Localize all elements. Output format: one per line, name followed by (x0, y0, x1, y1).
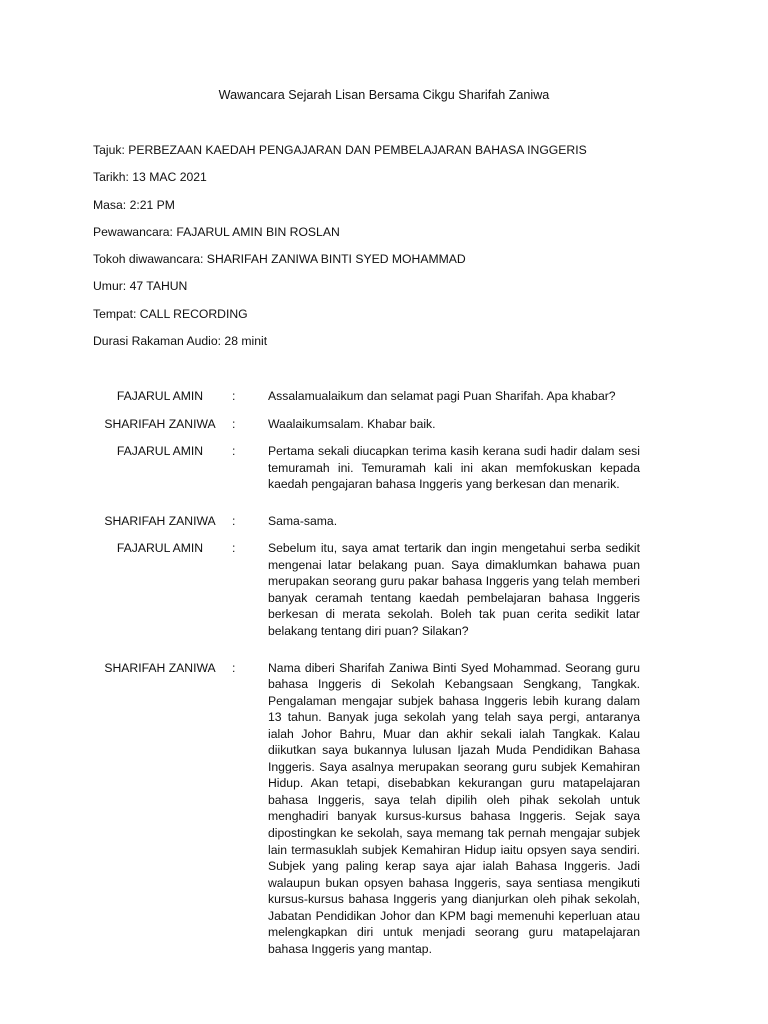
dialogue-text: Nama diberi Sharifah Zaniwa Binti Syed Mohammad. Seorang guru bahasa Inggeris di Sekolah Kebangsaan Sengkang, Tangkak. Pengalaman mengajar subjek bahasa Inggeris lebih kurang dalam 13 tahun. Banyak juga sekolah yang telah saya pergi, antaranya ialah Johor Bahru, Muar dan akhir sekali ialah Tangkak. Kalau diikutkan saya bukannya lulusan Ijazah Muda Pendidikan Bahasa Inggeris. Saya asalnya merupakan seorang guru subjek Kemahiran Hidup. Akan tetapi, disebabkan kekurangan guru matapelajaran bahasa Inggeris, saya telah dipilih oleh pihak sekolah untuk menghadiri banyak kursus-kursus bahasa Inggeris. Sejak saya dipostingkan ke sekolah, saya memang tak pernah mengajar subjek lain termasuklah subjek Kemahiran Hidup iaitu opsyen saya sendiri. Subjek yang paling kerap saya ajar ialah Bahasa Inggeris. Jadi walaupun bukan opsyen bahasa Inggeris, saya sentiasa mengikuti kursus-kursus bahasa Inggeris yang dianjurkan oleh pihak sekolah, Jabatan Pendidikan Johor dan KPM bagi memenuhi keperluan atau melengkapkan diri untuk menjadi seorang guru matapelajaran bahasa Inggeris yang mantap. (268, 660, 640, 956)
speaker-name: FAJARUL AMIN (116, 444, 204, 459)
dialogue-text: Pertama sekali diucapkan terima kasih kerana sudi hadir dalam sesi temuramah ini. Temuramah kali ini akan memfokuskan kepada kaedah pengajaran bahasa Inggeris yang berkesan dan menarik. (268, 444, 640, 492)
interview-transcript (80, 388, 680, 957)
dialogue-text: Sama-sama. (268, 513, 338, 528)
meta-age: Umur: 47 TAHUN (93, 279, 188, 294)
dialogue-turn (80, 540, 680, 639)
speaker-name: SHARIFAH ZANIWA (104, 513, 216, 528)
dialogue-turn (80, 443, 680, 493)
speaker-separator: : (232, 416, 236, 431)
speaker-name: FAJARUL AMIN (116, 541, 204, 556)
document-title: Wawancara Sejarah Lisan Bersama Cikgu Sharifah Zaniwa (218, 88, 550, 102)
speaker-separator: : (232, 660, 236, 675)
meta-date: Tarikh: 13 MAC 2021 (93, 170, 207, 185)
dialogue-text: Waalaikumsalam. Khabar baik. (268, 416, 436, 431)
meta-topic: Tajuk: PERBEZAAN KAEDAH PENGAJARAN DAN PEMBELAJARAN BAHASA INGGERIS (93, 143, 587, 157)
speaker-separator: : (232, 541, 236, 556)
dialogue-turn (80, 660, 680, 958)
speaker-separator: : (232, 513, 236, 528)
meta-place: Tempat: CALL RECORDING (93, 306, 248, 321)
interview-details (93, 142, 693, 360)
dialogue-text: Assalamualaikum dan selamat pagi Puan Sharifah. Apa khabar? (268, 389, 616, 403)
speaker-name: SHARIFAH ZANIWA (104, 416, 216, 431)
dialogue-text: Sebelum itu, saya amat tertarik dan ingin mengetahui serba sedikit mengenai latar belakang puan. Saya dimaklumkan bahawa puan merupakan seorang guru pakar bahasa Inggeris yang telah memberi banyak ceramah tentang kaedah pembelajaran bahasa Inggeris berkesan di merata sekolah. Boleh tak puan cerita sedikit latar belakang tentang diri puan? Silakan? (268, 541, 640, 639)
speaker-separator: : (232, 444, 236, 459)
speaker-name: FAJARUL AMIN (116, 389, 204, 403)
meta-duration: Durasi Rakaman Audio: 28 minit (93, 334, 268, 349)
dialogue-turn (80, 513, 680, 530)
meta-interviewee: Tokoh diwawancara: SHARIFAH ZANIWA BINTI SYED MOHAMMAD (93, 252, 466, 267)
meta-interviewer: Pewawancara: FAJARUL AMIN BIN ROSLAN (93, 224, 340, 239)
dialogue-turn (80, 388, 680, 405)
speaker-name: SHARIFAH ZANIWA (104, 660, 216, 675)
speaker-separator: : (232, 389, 236, 403)
dialogue-turn (80, 416, 680, 433)
meta-time: Masa: 2:21 PM (93, 197, 175, 212)
